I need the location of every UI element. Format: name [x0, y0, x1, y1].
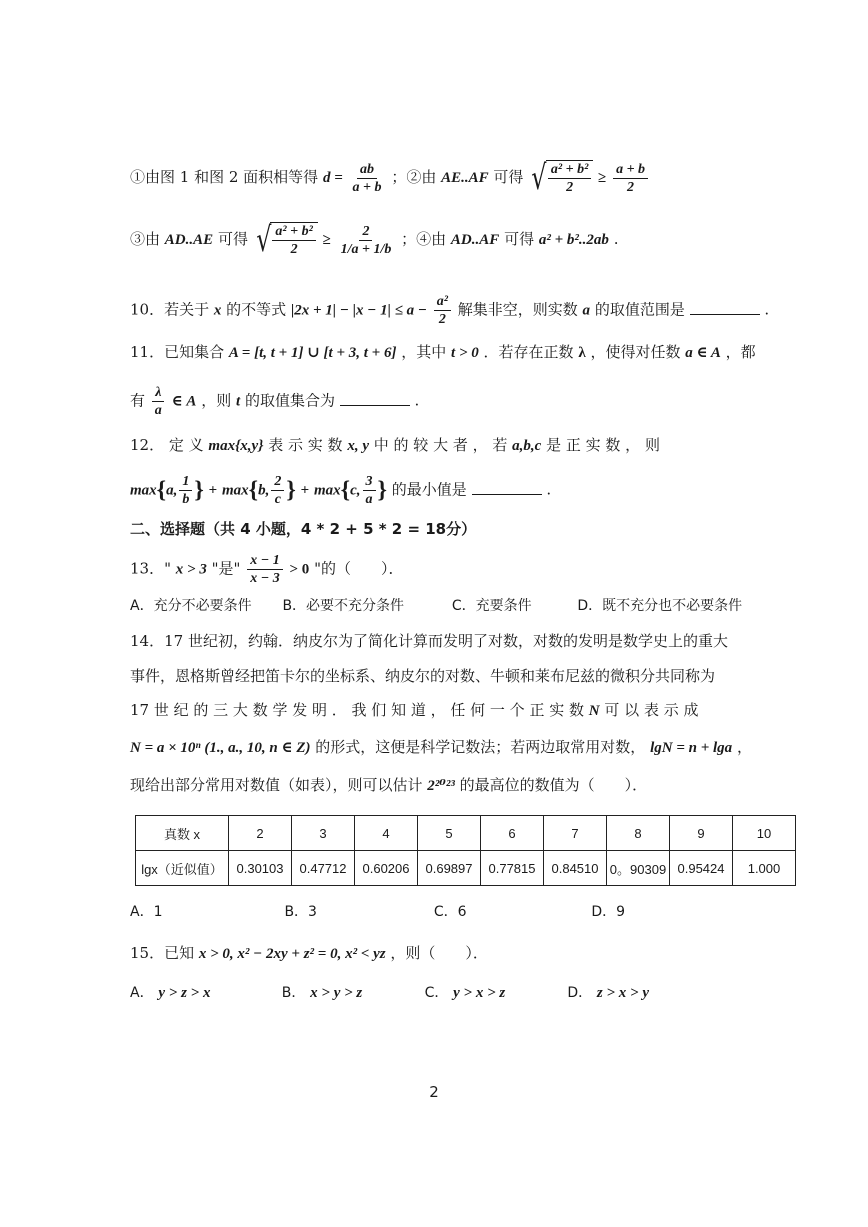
- q15-option-d: D． z > x > y: [567, 985, 649, 1001]
- q13-fraction: [247, 552, 282, 587]
- q11-mid-2: ．若存在正数: [483, 343, 574, 361]
- fraction-denominator: 2: [438, 312, 446, 327]
- q14-option-c: C．6: [433, 904, 467, 920]
- section-2-heading: [130, 519, 476, 539]
- q14-line-5-text: 现给出部分常用对数值（如表），则可以估计: [130, 776, 423, 794]
- q11-line2-mid: ，则: [201, 391, 232, 410]
- q11-line2-prefix: 有: [130, 391, 146, 410]
- ge-sign: ≥: [322, 232, 331, 248]
- q15-option-c: C． y > x > z: [424, 985, 506, 1001]
- q10-var-a: a: [582, 302, 591, 319]
- q15-option-a: A． y > z > x: [130, 985, 211, 1001]
- q10-end: .: [764, 300, 770, 319]
- table-header-cell: 8: [607, 816, 670, 851]
- q14-option-b: B．3: [284, 904, 317, 920]
- q10-var: x: [213, 302, 222, 319]
- q15-condition: x > 0, x² − 2xy + z² = 0, x² < yz: [198, 946, 386, 962]
- fraction-denominator: a: [365, 492, 373, 507]
- fraction-denominator: 2: [627, 179, 635, 195]
- q14-scientific-notation: N = a × 10ⁿ (1., a., 10, n ∈ Z): [130, 740, 311, 756]
- question-10: [130, 293, 769, 328]
- fraction-numerator: 2: [359, 223, 372, 241]
- table-header-cell: 3: [292, 816, 355, 851]
- max-term-2-label: max: [221, 482, 249, 499]
- item-4-end: .: [613, 230, 619, 248]
- answer-blank: [690, 300, 760, 315]
- fraction-denominator: a + b: [352, 179, 382, 195]
- table-cell: 0。90309: [607, 851, 670, 886]
- table-cell: 0.30103: [229, 851, 292, 886]
- plus-sign: +: [208, 482, 218, 499]
- table-row-label: lgx（近似值）: [136, 851, 229, 886]
- q13-option-b: B．必要不充分条件: [282, 598, 405, 614]
- q11-mid-4: ，都: [725, 343, 756, 361]
- fraction-denominator: x − 3: [250, 571, 280, 586]
- q13-option-c: C．充要条件: [451, 598, 532, 614]
- max-term-1-label: max: [130, 482, 157, 499]
- table-cell: 0.77815: [481, 851, 544, 886]
- q12-vars: x, y: [347, 438, 369, 454]
- section-2-score: 4 * 2 + 5 * 2 = 18: [300, 520, 447, 538]
- q14-option-a: A．1: [130, 904, 163, 920]
- radicand-denominator: 2: [290, 242, 298, 257]
- q14-log-expression: lgN = n + lga: [650, 740, 733, 756]
- table-header-cell: 真数 x: [136, 816, 229, 851]
- max-term-1-arg: a,: [166, 482, 178, 499]
- radical-icon: √: [531, 158, 547, 198]
- q11-condition: t > 0: [451, 345, 479, 361]
- log-table: [135, 815, 796, 886]
- radicand-numerator: a² + b²: [548, 161, 591, 179]
- table-header-cell: 7: [544, 816, 607, 851]
- item-line-1: [130, 160, 650, 196]
- q14-line-3: [130, 700, 698, 721]
- q12-max-def: max{x,y}: [208, 438, 264, 454]
- q13-text: 13．": [130, 559, 171, 578]
- table-header-cell: 9: [670, 816, 733, 851]
- item-2-text: ；②由: [391, 168, 437, 186]
- fraction-numerator: a²: [434, 293, 451, 311]
- q14-line-5: [130, 775, 647, 796]
- q10-inequality: |2x + 1| − |x − 1| ≤ a −: [290, 302, 427, 319]
- q13-mid: "是": [211, 559, 241, 578]
- plus-sign: +: [300, 482, 310, 499]
- q11-end: .: [414, 391, 420, 410]
- item-2-fraction: [613, 161, 648, 196]
- fraction-denominator: 1/a + 1/b: [340, 241, 392, 257]
- table-cell: 1.000: [733, 851, 796, 886]
- q14-power: 2²⁰²³: [427, 778, 455, 794]
- page-number: 2: [429, 1083, 439, 1101]
- q14-line-3-text-b: 可 以 表 示 成: [604, 701, 699, 719]
- fraction-numerator: 1: [179, 473, 192, 491]
- item-3-condition: AD..AE: [164, 232, 214, 248]
- max-term-3-label: max: [313, 482, 341, 499]
- item-4-mid: 可得: [504, 230, 535, 248]
- fraction-numerator: 3: [363, 473, 376, 491]
- item-2-mid: 可得: [493, 168, 524, 186]
- q14-option-d: D．9: [591, 904, 626, 920]
- fraction-numerator: λ: [152, 384, 164, 402]
- table-row: [136, 851, 796, 886]
- q14-var-n: N: [588, 703, 600, 719]
- table-header-cell: 4: [355, 816, 418, 851]
- q12-text: 12． 定 义: [130, 436, 204, 454]
- item-4-text: ；④由: [401, 230, 447, 248]
- question-15: [130, 943, 488, 964]
- q15-suffix: ，则（ ）．: [390, 944, 488, 962]
- q15-text: 15．已知: [130, 944, 195, 962]
- table-cell: 0.69897: [418, 851, 481, 886]
- q10-mid: 的不等式: [226, 300, 287, 319]
- table-header-cell: 6: [481, 816, 544, 851]
- q11-condition-2: a ∈ A: [685, 345, 721, 361]
- max-term-1-fraction: [179, 473, 192, 508]
- q11-mid-3: ，使得对任数: [590, 343, 681, 361]
- item-3-mid: 可得: [217, 230, 248, 248]
- item-3-fraction: [338, 223, 395, 258]
- answer-blank: [340, 391, 410, 406]
- fraction-denominator: a: [154, 403, 162, 418]
- table-header-cell: 5: [418, 816, 481, 851]
- q11-lambda: λ: [578, 345, 586, 361]
- radicand-denominator: 2: [566, 180, 574, 195]
- q12-text-d: 是 正 实 数 ， 则: [546, 436, 660, 454]
- max-term-2-arg: b,: [258, 482, 270, 499]
- q12-suffix: 的最小值是: [391, 480, 467, 499]
- max-term-3-arg: c,: [350, 482, 361, 499]
- item-3-text: ③由: [130, 230, 161, 248]
- question-11-line-1: [130, 342, 756, 363]
- q10-suffix-2: 的取值范围是: [594, 300, 685, 319]
- q11-line2-suffix: 的取值集合为: [244, 391, 335, 410]
- q13-options: [130, 596, 742, 616]
- max-term-2-fraction: [271, 473, 284, 508]
- question-13: [130, 552, 403, 587]
- q12-end: .: [546, 480, 552, 499]
- item-4-condition: AD..AF: [450, 232, 500, 248]
- q14-line-4-end: ，: [736, 738, 752, 756]
- q11-fraction: [152, 384, 165, 419]
- question-11-line-2: [130, 384, 419, 419]
- q12-text-b: 表 示 实 数: [268, 436, 343, 454]
- q13-condition: x > 3: [175, 561, 207, 578]
- answer-blank: [472, 480, 542, 495]
- item-2-condition: AE..AF: [441, 170, 489, 186]
- item-2-sqrt: [528, 160, 593, 196]
- q12-vars-2: a,b,c: [512, 438, 542, 454]
- table-header-cell: 10: [733, 816, 796, 851]
- q11-var-t: t: [236, 393, 241, 410]
- fraction-numerator: 2: [271, 473, 284, 491]
- radical-icon: √: [255, 220, 272, 260]
- q12-text-c: 中 的 较 大 者 ， 若: [373, 436, 508, 454]
- q14-options: [130, 902, 625, 922]
- q14-line-2: 事件，恩格斯曾经把笛卡尔的坐标系、纳皮尔的对数、牛顿和莱布尼兹的微积分共同称为: [130, 667, 716, 685]
- item-1-text: ①由图 1 和图 2 面积相等得: [130, 168, 319, 186]
- q11-membership: ∈ A: [171, 393, 197, 410]
- q14-line-1: 14．17 世纪初，约翰．纳皮尔为了简化计算而发明了对数，对数的发明是数学史上的重大: [130, 632, 728, 650]
- q11-text: 11．已知集合: [130, 343, 225, 361]
- fraction-denominator: b: [182, 492, 190, 507]
- q10-suffix: 解集非空，则实数: [457, 300, 578, 319]
- table-row: [136, 816, 796, 851]
- q13-option-d: D．既不充分也不必要条件: [577, 598, 743, 614]
- table-header-cell: 2: [229, 816, 292, 851]
- item-1-fraction: [350, 161, 385, 196]
- q15-options: [130, 982, 649, 1003]
- q14-line-4-text: 的形式，这便是科学记数法；若两边取常用对数，: [315, 738, 646, 756]
- q11-set: A = [t, t + 1] ∪ [t + 3, t + 6]: [228, 345, 397, 361]
- q15-option-b: B． x > y > z: [281, 985, 363, 1001]
- fraction-numerator: x − 1: [247, 552, 282, 570]
- q14-line-5-end: 的最高位的数值为（ ）．: [459, 776, 648, 794]
- question-12-line-1: [130, 435, 660, 456]
- q10-fraction: [434, 293, 451, 328]
- table-cell: 0.95424: [670, 851, 733, 886]
- section-2-close: 分）: [446, 520, 477, 538]
- fraction-numerator: ab: [357, 161, 377, 179]
- item-line-2: [130, 222, 618, 258]
- fraction-denominator: c: [274, 492, 281, 507]
- question-12-line-2: max{a, $\frac{1}{b}$ } + max{b, $\frac{2}{c}$ } + max{c, $\frac{3}{a}$ } 的最小值是 .: [130, 474, 552, 507]
- q13-gt: > 0: [289, 561, 310, 578]
- q13-option-a: A．充分不必要条件: [130, 598, 252, 614]
- fraction-numerator: a + b: [613, 161, 648, 179]
- table-cell: 0.60206: [355, 851, 418, 886]
- item-1-var: d =: [322, 170, 343, 186]
- radicand-numerator: a² + b²: [272, 223, 315, 241]
- q14-line-3-text: 17 世 纪 的 三 大 数 学 发 明 ． 我 们 知 道 ， 任 何 一 个 正 实 数: [130, 701, 584, 719]
- q11-mid: ，其中: [401, 343, 447, 361]
- q10-text: 10．若关于: [130, 300, 210, 319]
- max-term-3-fraction: [363, 473, 376, 508]
- q13-suffix: "的（ ）．: [314, 559, 404, 578]
- table-cell: 0.47712: [292, 851, 355, 886]
- section-2-title: 二、选择题（共 4 小题，: [130, 520, 301, 538]
- item-4-expression: a² + b²..2ab: [538, 232, 609, 248]
- table-cell: 0.84510: [544, 851, 607, 886]
- item-3-sqrt: [253, 222, 318, 258]
- ge-sign: ≥: [598, 170, 607, 186]
- q14-line-4: [130, 737, 752, 758]
